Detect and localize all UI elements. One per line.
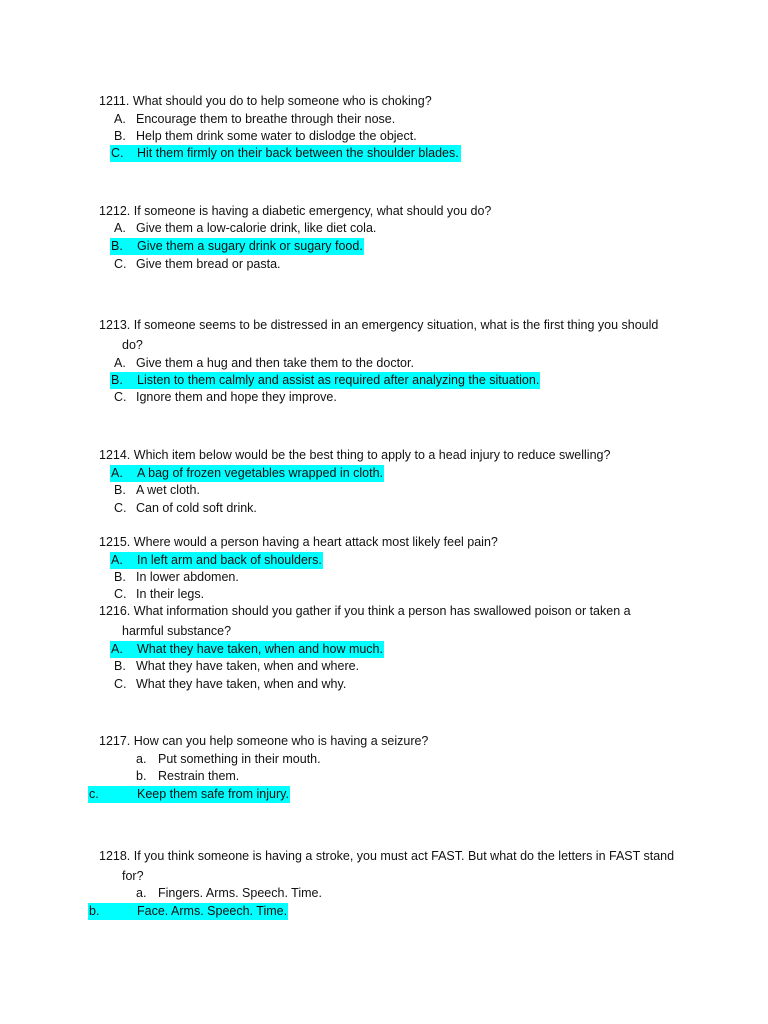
highlighted-answer: A. What they have taken, when and how much. bbox=[111, 642, 383, 656]
highlighted-answer: b. Face. Arms. Speech. Time. bbox=[89, 904, 288, 918]
answer-text: In their legs. bbox=[136, 587, 205, 601]
answer-text: Give them a low-calorie drink, like diet cola. bbox=[136, 221, 377, 235]
answer-text: Put something in their mouth. bbox=[158, 752, 321, 766]
question-text: 1215. Where would a person having a heart attack most likely feel pain? bbox=[99, 535, 498, 549]
answer-text: Restrain them. bbox=[158, 769, 240, 783]
question-text-continued: for? bbox=[122, 869, 144, 883]
question-text: 1216. What information should you gather if you think a person has swallowed poison or taken a bbox=[99, 604, 631, 618]
answer-text: Give them bread or pasta. bbox=[136, 257, 281, 271]
answer-text: What they have taken, when and why. bbox=[136, 677, 347, 691]
answer-letter: B. bbox=[114, 570, 126, 584]
answer-letter: C. bbox=[114, 501, 127, 515]
answer-letter: a. bbox=[136, 752, 147, 766]
highlighted-answer: A. In left arm and back of shoulders. bbox=[111, 553, 322, 567]
answer-letter: C. bbox=[114, 677, 127, 691]
answer-text: In lower abdomen. bbox=[136, 570, 239, 584]
answer-letter: B. bbox=[114, 129, 126, 143]
answer-letter: A. bbox=[114, 221, 126, 235]
highlighted-answer: c. Keep them safe from injury. bbox=[89, 787, 289, 801]
answer-text: Help them drink some water to dislodge the object. bbox=[136, 129, 417, 143]
question-text: 1212. If someone is having a diabetic emergency, what should you do? bbox=[99, 204, 492, 218]
answer-letter: A. bbox=[114, 356, 126, 370]
question-text: 1211. What should you do to help someone who is choking? bbox=[99, 94, 432, 108]
answer-letter: C. bbox=[114, 257, 127, 271]
answer-letter: a. bbox=[136, 886, 147, 900]
answer-letter: A. bbox=[114, 112, 126, 126]
answer-letter: C. bbox=[114, 587, 127, 601]
answer-letter: B. bbox=[114, 483, 126, 497]
answer-text: A wet cloth. bbox=[136, 483, 200, 497]
question-text: 1213. If someone seems to be distressed in an emergency situation, what is the first thing you should bbox=[99, 318, 659, 332]
question-text-continued: harmful substance? bbox=[122, 624, 232, 638]
highlighted-answer: B. Listen to them calmly and assist as required after analyzing the situation. bbox=[111, 373, 540, 387]
question-text: 1218. If you think someone is having a stroke, you must act FAST. But what do the letters in FAST stand bbox=[99, 849, 675, 863]
answer-text: Fingers. Arms. Speech. Time. bbox=[158, 886, 322, 900]
answer-text: Can of cold soft drink. bbox=[136, 501, 257, 515]
answer-letter: b. bbox=[136, 769, 147, 783]
answer-text: Give them a hug and then take them to the doctor. bbox=[136, 356, 414, 370]
answer-letter: B. bbox=[114, 659, 126, 673]
answer-text: Ignore them and hope they improve. bbox=[136, 390, 337, 404]
question-text: 1217. How can you help someone who is having a seizure? bbox=[99, 734, 429, 748]
question-text-continued: do? bbox=[122, 338, 143, 352]
question-text: 1214. Which item below would be the best thing to apply to a head injury to reduce swelling? bbox=[99, 448, 611, 462]
highlighted-answer: C. Hit them firmly on their back between the shoulder blades. bbox=[111, 146, 459, 160]
answer-text: What they have taken, when and where. bbox=[136, 659, 360, 673]
answer-text: Encourage them to breathe through their nose. bbox=[136, 112, 396, 126]
answer-letter: C. bbox=[114, 390, 127, 404]
highlighted-answer: B. Give them a sugary drink or sugary food. bbox=[111, 239, 363, 253]
highlighted-answer: A. A bag of frozen vegetables wrapped in cloth. bbox=[111, 466, 383, 480]
